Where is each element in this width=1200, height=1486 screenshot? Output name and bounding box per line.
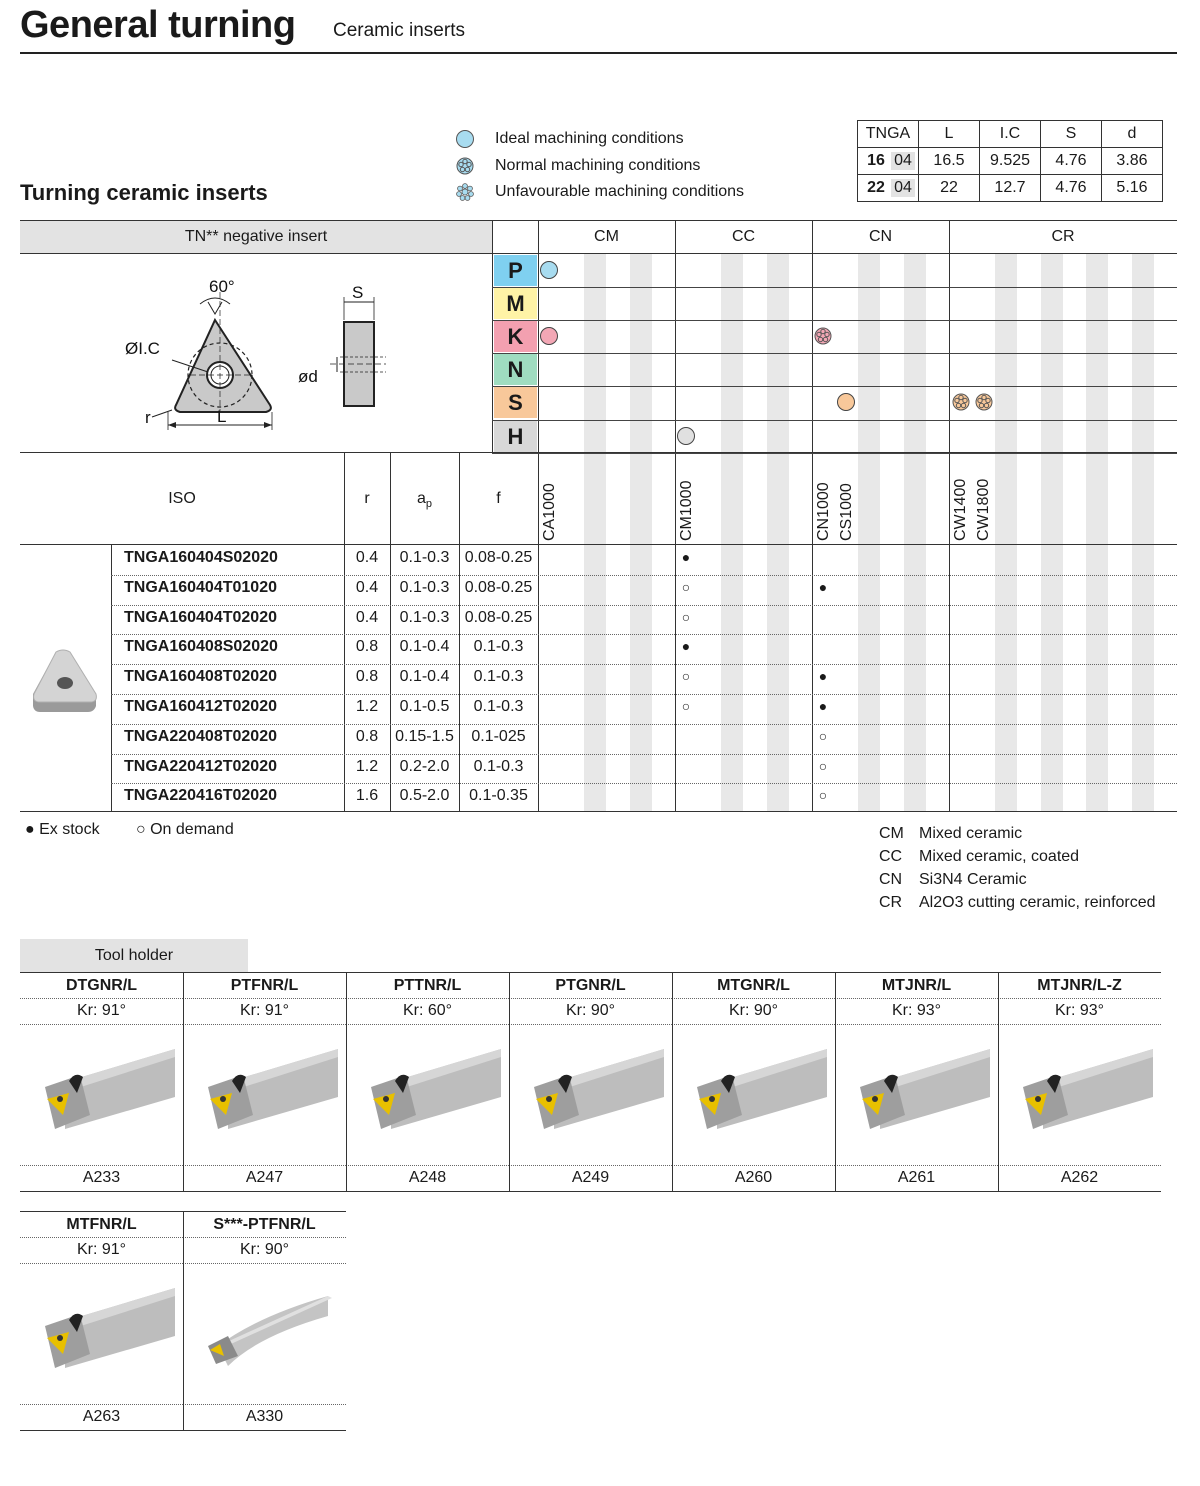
radius-cell: 0.4: [355, 578, 379, 596]
material-rule: [492, 353, 1177, 354]
dims-size: 22: [867, 179, 885, 196]
legend-label: Ideal machining conditions: [495, 130, 684, 147]
holder-kr: Kr: 90°: [728, 1002, 779, 1019]
legend-ideal: [454, 128, 744, 155]
holder-page-ref[interactable]: A263: [82, 1408, 121, 1425]
grade-group-cr: CR: [1051, 228, 1075, 245]
on-demand-legend: ○ On demand: [136, 821, 234, 838]
dims-cell: 9.525: [980, 148, 1041, 175]
row-rule: [111, 634, 1177, 635]
holder-rule: [346, 998, 509, 999]
grade-abbr: CR: [879, 894, 903, 911]
holder-rule: [20, 998, 183, 999]
holder-image: [524, 1037, 664, 1152]
divider: [183, 973, 184, 1191]
dims-size-cell: [858, 175, 919, 202]
insert-code: TNGA220416T02020: [124, 787, 277, 805]
grade-legend-row: [879, 891, 1156, 914]
holder-rule: [183, 998, 346, 999]
page-subtitle: Ceramic inserts: [333, 20, 465, 41]
depth-cell: 0.5-2.0: [399, 787, 450, 805]
dims-header-row: [858, 121, 1163, 148]
holder-rule: [20, 1263, 183, 1264]
dims-row: [858, 175, 1163, 202]
holder-rule: [835, 998, 998, 999]
material-k: K: [494, 321, 537, 352]
material-rule: [492, 420, 1177, 421]
table-top-rule: [20, 220, 1177, 221]
radius-label: r: [145, 408, 151, 427]
row-rule: [111, 754, 1177, 755]
ic-label: ØI.C: [125, 339, 160, 358]
holder-kr: Kr: 90°: [565, 1002, 616, 1019]
depth-cell: 0.2-2.0: [399, 757, 450, 775]
cn1000-stock: ●: [818, 668, 828, 685]
holder-rule: [183, 1263, 346, 1264]
dims-size: 16: [867, 152, 885, 169]
holder-kr: Kr: 93°: [1054, 1002, 1105, 1019]
divider: [835, 973, 836, 1191]
depth-cell: 0.15-1.5: [395, 727, 454, 745]
length-label: L: [217, 407, 227, 426]
feed-cell: 0.1-0.3: [473, 638, 524, 656]
ap-header-main: a: [416, 490, 426, 507]
grade-stripe: [721, 254, 743, 811]
holder-kr: Kr: 91°: [239, 1002, 290, 1019]
holder-image: [850, 1037, 990, 1152]
ideal-circle-icon: [540, 261, 558, 279]
holder-rule: [183, 1024, 346, 1025]
holder-rule: [835, 1024, 998, 1025]
holder-name: MTJNR/L: [881, 977, 952, 994]
insert-geometry-diagram: [100, 262, 400, 442]
material-rule: [492, 287, 1177, 288]
holder-rule: [509, 1024, 672, 1025]
insert-code: TNGA160404T01020: [124, 578, 277, 596]
cm1000-stock: ○: [681, 608, 691, 625]
divider: [998, 973, 999, 1191]
holder-rule: [672, 998, 835, 999]
holder-page-ref[interactable]: A248: [408, 1169, 447, 1186]
grade-stripe: [767, 254, 789, 811]
depth-cell: 0.1-0.3: [399, 578, 450, 596]
holder-kr: Kr: 90°: [239, 1241, 290, 1258]
tool-holder-bottom-rule: [20, 1430, 346, 1431]
grade-cw1400: CW1400: [952, 478, 969, 541]
grade-stripe: [630, 254, 652, 811]
thickness-label: S: [352, 283, 364, 302]
row-rule: [111, 605, 1177, 606]
material-p: P: [494, 255, 537, 286]
dims-cell: 16.5: [919, 148, 980, 175]
grade-abbr: CC: [879, 848, 903, 865]
cm1000-stock: ○: [681, 698, 691, 714]
insert-code: TNGA160404S02020: [124, 549, 278, 566]
feed-cell: 0.1-025: [471, 727, 526, 745]
section-title: Turning ceramic inserts: [20, 180, 268, 205]
feed-cell: 0.1-0.35: [469, 787, 528, 805]
grade-stripe: [904, 254, 926, 811]
cm1000-stock: ●: [681, 638, 691, 655]
material-n: N: [494, 354, 537, 385]
ideal-circle-icon: [677, 427, 695, 445]
normal-flower-icon: [975, 393, 993, 411]
normal-flower-icon: [814, 327, 832, 345]
legend-unfavourable: [454, 181, 744, 208]
dims-thick: 04: [891, 152, 915, 170]
table-bottom-rule: [20, 811, 1177, 812]
dims-header: S: [1041, 121, 1102, 148]
dims-cell: 4.76: [1041, 175, 1102, 202]
dimensions-table: [857, 120, 1163, 202]
dims-header: I.C: [980, 121, 1041, 148]
cn1000-stock: ○: [818, 757, 828, 774]
grade-group-cc: CC: [731, 228, 756, 245]
material-rule: [492, 386, 1177, 387]
divider: [509, 973, 510, 1191]
holder-rule: [20, 1165, 183, 1166]
cn1000-stock: ○: [818, 787, 828, 804]
feed-cell: 0.1-0.3: [473, 668, 524, 686]
hole-diameter-label: ød: [298, 367, 318, 386]
holder-name: MTJNR/L-Z: [1037, 977, 1122, 994]
legend-label: Unfavourable machining conditions: [495, 183, 745, 200]
dims-header: TNGA: [858, 121, 919, 148]
grade-cs1000: CS1000: [838, 483, 855, 541]
holder-rule: [183, 1237, 346, 1238]
holder-rule: [672, 1165, 835, 1166]
grade-desc: Mixed ceramic, coated: [919, 848, 1080, 865]
grade-group-cm: CM: [594, 228, 619, 245]
divider: [672, 973, 673, 1191]
dims-header: L: [919, 121, 980, 148]
ideal-circle-icon: [456, 130, 474, 148]
ex-stock-legend: ● Ex stock: [25, 821, 100, 838]
holder-rule: [346, 1024, 509, 1025]
ap-header: [390, 490, 459, 510]
insert-code: TNGA160404T02020: [124, 608, 277, 626]
feed-cell: 0.1-0.3: [473, 698, 524, 715]
feed-header: f: [496, 490, 501, 507]
radius-header: r: [364, 490, 370, 507]
feed-cell: 0.08-0.25: [464, 578, 533, 596]
dims-cell: 22: [919, 175, 980, 202]
feed-cell: 0.08-0.25: [464, 549, 533, 566]
holder-image: [198, 1276, 338, 1391]
grade-cm1000: CM1000: [678, 480, 695, 541]
grade-stripe: [1086, 254, 1108, 811]
dims-thick: 04: [891, 179, 915, 197]
grade-desc: Al2O3 cutting ceramic, reinforced: [919, 894, 1156, 911]
holder-kr: Kr: 60°: [402, 1002, 453, 1019]
cn1000-stock: ●: [818, 698, 828, 714]
holder-rule: [835, 1165, 998, 1166]
radius-cell: 1.6: [355, 787, 379, 805]
tool-holder-title: Tool holder: [94, 947, 174, 964]
radius-cell: 0.8: [355, 727, 379, 745]
grade-stripe: [1041, 254, 1063, 811]
grade-cw1800: CW1800: [975, 478, 992, 541]
dims-cell: 5.16: [1102, 175, 1163, 202]
insert-code: TNGA160408T02020: [124, 668, 277, 686]
iso-header: ISO: [168, 490, 196, 507]
holder-rule: [183, 1404, 346, 1405]
header-rule: [20, 52, 1177, 54]
holder-page-ref[interactable]: A249: [571, 1169, 610, 1186]
depth-cell: 0.1-0.3: [399, 608, 450, 626]
holder-page-ref[interactable]: A262: [1060, 1169, 1099, 1186]
holder-image: [1013, 1037, 1153, 1152]
grade-legend-row: [879, 845, 1156, 868]
cn1000-stock: ●: [818, 578, 828, 595]
holder-page-ref[interactable]: A330: [245, 1408, 284, 1425]
angle-label: 60°: [209, 277, 235, 296]
holder-page-ref[interactable]: A261: [897, 1169, 936, 1186]
insert-code: TNGA220412T02020: [124, 757, 277, 775]
grade-stripe: [584, 254, 606, 811]
feed-cell: 0.1-0.3: [473, 757, 524, 775]
holder-rule: [509, 998, 672, 999]
holder-image: [35, 1276, 175, 1391]
holder-rule: [20, 1237, 183, 1238]
insert-code: TNGA220408T02020: [124, 727, 277, 745]
dims-cell: 3.86: [1102, 148, 1163, 175]
holder-rule: [998, 998, 1161, 999]
radius-cell: 1.2: [355, 698, 379, 715]
ideal-circle-icon: [540, 327, 558, 345]
holder-page-ref[interactable]: A233: [82, 1169, 121, 1186]
holder-image: [35, 1037, 175, 1152]
cm1000-stock: ●: [681, 549, 691, 565]
legend-normal: [454, 155, 744, 182]
holder-kr: Kr: 91°: [76, 1241, 127, 1258]
unfavourable-flower-icon: [456, 183, 474, 201]
page-title: General turning: [20, 4, 296, 46]
ap-header-sub: p: [425, 498, 433, 511]
divider: [183, 1212, 184, 1430]
grade-legend-row: [879, 822, 1156, 845]
holder-name: S***-PTFNR/L: [213, 1216, 316, 1233]
radius-cell: 0.4: [355, 549, 379, 566]
divider: [492, 221, 493, 452]
grade-legend-row: [879, 868, 1156, 891]
grade-stripe: [858, 254, 880, 811]
radius-cell: 0.4: [355, 608, 379, 626]
normal-flower-icon: [456, 157, 474, 175]
feed-cell: 0.08-0.25: [464, 608, 533, 626]
insert-code: TNGA160412T02020: [124, 698, 277, 715]
grade-stripe: [1132, 254, 1154, 811]
holder-name: PTTNR/L: [393, 977, 462, 994]
cm1000-stock: ○: [681, 578, 691, 595]
radius-cell: 1.2: [355, 757, 379, 775]
grade-cn1000: CN1000: [815, 482, 832, 541]
depth-cell: 0.1-0.4: [399, 638, 450, 656]
radius-cell: 0.8: [355, 638, 379, 656]
holder-image: [687, 1037, 827, 1152]
row-rule: [111, 694, 1177, 695]
row-rule: [111, 664, 1177, 665]
holder-rule: [20, 1404, 183, 1405]
insert-code: TNGA160408S02020: [124, 638, 278, 656]
grade-desc: Mixed ceramic: [919, 825, 1023, 842]
machining-legend: [454, 128, 744, 208]
depth-cell: 0.1-0.5: [399, 698, 450, 715]
holder-rule: [672, 1024, 835, 1025]
holder-name: MTFNR/L: [66, 1216, 137, 1233]
material-m: M: [494, 288, 537, 319]
dims-cell: 12.7: [980, 175, 1041, 202]
holder-name: PTFNR/L: [230, 977, 299, 994]
holder-rule: [998, 1165, 1161, 1166]
grade-group-cn: CN: [868, 228, 893, 245]
holder-rule: [509, 1165, 672, 1166]
grade-abbr: CN: [879, 871, 903, 888]
row-rule: [111, 783, 1177, 784]
row-rule: [111, 575, 1177, 576]
dims-row: [858, 148, 1163, 175]
holder-image: [361, 1037, 501, 1152]
ideal-circle-icon: [837, 393, 855, 411]
holder-name: MTGNR/L: [717, 977, 790, 994]
holder-kr: Kr: 93°: [891, 1002, 942, 1019]
cm1000-stock: ○: [681, 668, 691, 685]
insert-photo: [30, 648, 102, 718]
holder-rule: [20, 1024, 183, 1025]
dims-cell: 4.76: [1041, 148, 1102, 175]
grade-desc: Si3N4 Ceramic: [919, 871, 1027, 888]
header-bottom-rule: [20, 544, 1177, 545]
section-rule: [20, 452, 1177, 453]
radius-cell: 0.8: [355, 668, 379, 686]
holder-name: DTGNR/L: [65, 977, 138, 994]
cn1000-stock: ○: [818, 727, 828, 744]
tool-holder-bottom-rule: [20, 1191, 1161, 1192]
tool-holder-rule: [20, 972, 1161, 973]
divider: [111, 544, 112, 812]
holder-name: PTGNR/L: [555, 977, 626, 994]
dims-size-cell: [858, 148, 919, 175]
divider: [346, 973, 347, 1191]
holder-page-ref[interactable]: A260: [734, 1169, 773, 1186]
row-rule: [111, 724, 1177, 725]
depth-cell: 0.1-0.4: [399, 668, 450, 686]
holder-kr: Kr: 91°: [76, 1002, 127, 1019]
holder-rule: [183, 1165, 346, 1166]
holder-page-ref[interactable]: A247: [245, 1169, 284, 1186]
dims-header: d: [1102, 121, 1163, 148]
holder-rule: [998, 1024, 1161, 1025]
material-h: H: [494, 421, 537, 452]
insert-type-label: TN** negative insert: [184, 228, 328, 245]
normal-flower-icon: [952, 393, 970, 411]
depth-cell: 0.1-0.3: [399, 549, 450, 566]
holder-image: [198, 1037, 338, 1152]
grade-abbr: CM: [879, 825, 904, 842]
legend-label: Normal machining conditions: [495, 156, 701, 174]
material-s: S: [494, 387, 537, 418]
grade-ca1000: CA1000: [541, 483, 558, 541]
material-rule: [492, 320, 1177, 321]
grade-legend: [879, 822, 1156, 914]
grade-stripe: [995, 254, 1017, 811]
holder-rule: [346, 1165, 509, 1166]
